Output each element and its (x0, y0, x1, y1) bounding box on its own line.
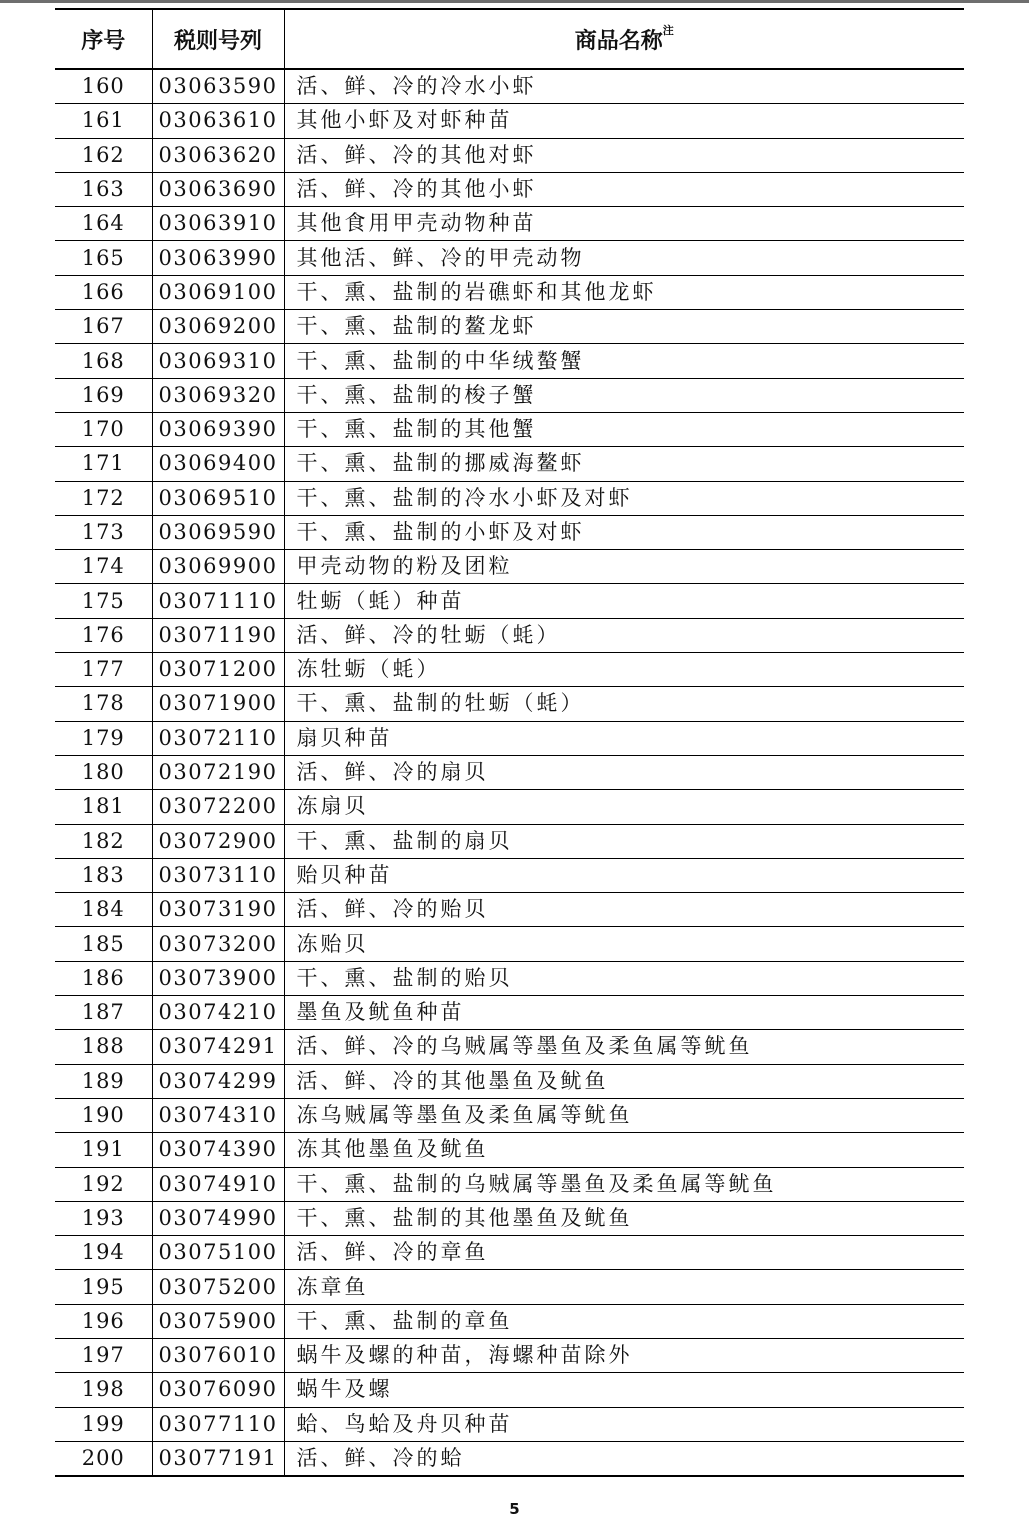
row-code-cell: 03075200 (152, 1270, 284, 1304)
row-code-cell: 03072110 (152, 721, 284, 755)
row-seq-cell: 180 (55, 755, 152, 789)
header-seq-label: 序号 (81, 28, 126, 54)
row-name-cell: 墨鱼及鱿鱼种苗 (284, 996, 964, 1030)
row-seq-cell: 186 (55, 961, 152, 995)
row-code-cell: 03069200 (152, 310, 284, 344)
table-row (55, 172, 964, 206)
tariff-table (55, 8, 964, 1477)
row-seq-cell: 194 (55, 1236, 152, 1270)
row-seq-cell: 199 (55, 1407, 152, 1441)
table-row (55, 824, 964, 858)
row-seq-cell: 165 (55, 241, 152, 275)
table-row (55, 378, 964, 412)
table-row (55, 858, 964, 892)
row-code-cell: 03069310 (152, 344, 284, 378)
table-row (55, 790, 964, 824)
header-code (152, 9, 284, 69)
row-code-cell: 03073190 (152, 893, 284, 927)
row-code-cell: 03073900 (152, 961, 284, 995)
row-name-cell: 活、鲜、冷的乌贼属等墨鱼及柔鱼属等鱿鱼 (284, 1030, 964, 1064)
row-code-cell: 03069400 (152, 447, 284, 481)
row-code-cell: 03069320 (152, 378, 284, 412)
row-seq-cell: 189 (55, 1064, 152, 1098)
row-name-cell: 干、熏、盐制的乌贼属等墨鱼及柔鱼属等鱿鱼 (284, 1167, 964, 1201)
row-code-cell: 03069100 (152, 275, 284, 309)
table-row (55, 618, 964, 652)
row-seq-cell: 175 (55, 584, 152, 618)
row-seq-cell: 187 (55, 996, 152, 1030)
row-seq-cell: 179 (55, 721, 152, 755)
row-name-cell: 干、熏、盐制的冷水小虾及对虾 (284, 481, 964, 515)
row-name-cell: 蜗牛及螺 (284, 1373, 964, 1407)
row-code-cell: 03074910 (152, 1167, 284, 1201)
table-body (55, 69, 964, 1476)
row-seq-cell: 191 (55, 1133, 152, 1167)
row-code-cell: 03063990 (152, 241, 284, 275)
row-seq-cell: 167 (55, 310, 152, 344)
row-code-cell: 03069510 (152, 481, 284, 515)
row-code-cell: 03074210 (152, 996, 284, 1030)
row-seq-cell: 176 (55, 618, 152, 652)
row-name-cell: 冻章鱼 (284, 1270, 964, 1304)
table-row (55, 1407, 964, 1441)
row-code-cell: 03076090 (152, 1373, 284, 1407)
row-name-cell: 干、熏、盐制的贻贝 (284, 961, 964, 995)
row-seq-cell: 193 (55, 1201, 152, 1235)
row-seq-cell: 170 (55, 412, 152, 446)
row-seq-cell: 192 (55, 1167, 152, 1201)
row-name-cell: 其他食用甲壳动物种苗 (284, 207, 964, 241)
row-seq-cell: 162 (55, 138, 152, 172)
header-name (284, 9, 964, 69)
table-header (55, 9, 964, 69)
row-name-cell: 贻贝种苗 (284, 858, 964, 892)
row-code-cell: 03072190 (152, 755, 284, 789)
table-row (55, 893, 964, 927)
table-row (55, 1373, 964, 1407)
row-seq-cell: 171 (55, 447, 152, 481)
table-row (55, 755, 964, 789)
table-row (55, 1441, 964, 1476)
row-name-cell: 活、鲜、冷的章鱼 (284, 1236, 964, 1270)
row-seq-cell: 184 (55, 893, 152, 927)
row-code-cell: 03069390 (152, 412, 284, 446)
row-code-cell: 03072900 (152, 824, 284, 858)
row-seq-cell: 200 (55, 1441, 152, 1476)
row-seq-cell: 161 (55, 104, 152, 138)
row-code-cell: 03076010 (152, 1338, 284, 1372)
row-code-cell: 03072200 (152, 790, 284, 824)
row-name-cell: 活、鲜、冷的冷水小虾 (284, 69, 964, 104)
row-seq-cell: 172 (55, 481, 152, 515)
table-row (55, 1270, 964, 1304)
row-name-cell: 蛤、鸟蛤及舟贝种苗 (284, 1407, 964, 1441)
row-name-cell: 干、熏、盐制的梭子蟹 (284, 378, 964, 412)
table-row (55, 310, 964, 344)
row-code-cell: 03071200 (152, 653, 284, 687)
row-name-cell: 干、熏、盐制的岩礁虾和其他龙虾 (284, 275, 964, 309)
row-seq-cell: 182 (55, 824, 152, 858)
table-row (55, 447, 964, 481)
row-code-cell: 03063910 (152, 207, 284, 241)
table-row (55, 1236, 964, 1270)
row-name-cell: 扇贝种苗 (284, 721, 964, 755)
row-seq-cell: 196 (55, 1304, 152, 1338)
row-code-cell: 03069900 (152, 550, 284, 584)
row-name-cell: 活、鲜、冷的扇贝 (284, 755, 964, 789)
row-name-cell: 其他活、鲜、冷的甲壳动物 (284, 241, 964, 275)
row-seq-cell: 195 (55, 1270, 152, 1304)
table-row (55, 653, 964, 687)
row-name-cell: 活、鲜、冷的牡蛎（蚝） (284, 618, 964, 652)
table-row (55, 550, 964, 584)
row-code-cell: 03075900 (152, 1304, 284, 1338)
row-seq-cell: 178 (55, 687, 152, 721)
table-row (55, 275, 964, 309)
row-code-cell: 03074390 (152, 1133, 284, 1167)
page-number: 5 (509, 1500, 520, 1518)
row-name-cell: 活、鲜、冷的其他小虾 (284, 172, 964, 206)
table-row (55, 207, 964, 241)
row-seq-cell: 168 (55, 344, 152, 378)
row-code-cell: 03077110 (152, 1407, 284, 1441)
table-row (55, 1098, 964, 1132)
row-name-cell: 干、熏、盐制的小虾及对虾 (284, 515, 964, 549)
row-code-cell: 03074291 (152, 1030, 284, 1064)
table-row (55, 412, 964, 446)
row-name-cell: 其他小虾及对虾种苗 (284, 104, 964, 138)
table-row (55, 721, 964, 755)
row-name-cell: 活、鲜、冷的其他对虾 (284, 138, 964, 172)
row-seq-cell: 163 (55, 172, 152, 206)
table-row (55, 344, 964, 378)
row-code-cell: 03073200 (152, 927, 284, 961)
table-row (55, 138, 964, 172)
table-row (55, 1064, 964, 1098)
table-row (55, 1030, 964, 1064)
row-seq-cell: 190 (55, 1098, 152, 1132)
row-code-cell: 03074310 (152, 1098, 284, 1132)
row-name-cell: 活、鲜、冷的其他墨鱼及鱿鱼 (284, 1064, 964, 1098)
row-name-cell: 干、熏、盐制的鳌龙虾 (284, 310, 964, 344)
row-code-cell: 03074299 (152, 1064, 284, 1098)
row-code-cell: 03069590 (152, 515, 284, 549)
row-name-cell: 干、熏、盐制的中华绒螯蟹 (284, 344, 964, 378)
row-seq-cell: 197 (55, 1338, 152, 1372)
table-row (55, 515, 964, 549)
table-row (55, 584, 964, 618)
row-code-cell: 03071900 (152, 687, 284, 721)
table-row (55, 1167, 964, 1201)
row-seq-cell: 164 (55, 207, 152, 241)
row-code-cell: 03063620 (152, 138, 284, 172)
table-row (55, 1133, 964, 1167)
table-row (55, 241, 964, 275)
row-seq-cell: 181 (55, 790, 152, 824)
row-seq-cell: 166 (55, 275, 152, 309)
row-code-cell: 03063590 (152, 69, 284, 104)
row-code-cell: 03071190 (152, 618, 284, 652)
row-code-cell: 03074990 (152, 1201, 284, 1235)
header-name-note: 注 (662, 23, 674, 37)
row-name-cell: 干、熏、盐制的牡蛎（蚝） (284, 687, 964, 721)
row-seq-cell: 177 (55, 653, 152, 687)
header-code-label: 税则号列 (173, 28, 262, 54)
table-row (55, 1304, 964, 1338)
row-name-cell: 干、熏、盐制的扇贝 (284, 824, 964, 858)
row-name-cell: 干、熏、盐制的挪威海鳌虾 (284, 447, 964, 481)
table-row (55, 927, 964, 961)
row-name-cell: 甲壳动物的粉及团粒 (284, 550, 964, 584)
row-name-cell: 干、熏、盐制的其他墨鱼及鱿鱼 (284, 1201, 964, 1235)
row-name-cell: 冻牡蛎（蚝） (284, 653, 964, 687)
table-row (55, 104, 964, 138)
table-row (55, 1201, 964, 1235)
row-name-cell: 干、熏、盐制的章鱼 (284, 1304, 964, 1338)
row-code-cell: 03063610 (152, 104, 284, 138)
row-code-cell: 03077191 (152, 1441, 284, 1476)
header-name-label: 商品名称 (574, 28, 663, 54)
row-seq-cell: 185 (55, 927, 152, 961)
table-row (55, 996, 964, 1030)
row-name-cell: 牡蛎（蚝）种苗 (284, 584, 964, 618)
table-row (55, 1338, 964, 1372)
row-seq-cell: 183 (55, 858, 152, 892)
row-name-cell: 干、熏、盐制的其他蟹 (284, 412, 964, 446)
header-seq (55, 9, 152, 69)
row-code-cell: 03071110 (152, 584, 284, 618)
table-row (55, 481, 964, 515)
row-seq-cell: 160 (55, 69, 152, 104)
row-seq-cell: 174 (55, 550, 152, 584)
row-name-cell: 活、鲜、冷的贻贝 (284, 893, 964, 927)
row-name-cell: 冻贻贝 (284, 927, 964, 961)
table-row (55, 687, 964, 721)
row-seq-cell: 173 (55, 515, 152, 549)
row-code-cell: 03075100 (152, 1236, 284, 1270)
header-row (55, 9, 964, 69)
page-top-rule (0, 0, 1029, 3)
row-name-cell: 活、鲜、冷的蛤 (284, 1441, 964, 1476)
row-name-cell: 蜗牛及螺的种苗，海螺种苗除外 (284, 1338, 964, 1372)
row-name-cell: 冻乌贼属等墨鱼及柔鱼属等鱿鱼 (284, 1098, 964, 1132)
row-code-cell: 03063690 (152, 172, 284, 206)
row-seq-cell: 188 (55, 1030, 152, 1064)
row-seq-cell: 169 (55, 378, 152, 412)
row-code-cell: 03073110 (152, 858, 284, 892)
row-seq-cell: 198 (55, 1373, 152, 1407)
table-row (55, 69, 964, 104)
row-name-cell: 冻其他墨鱼及鱿鱼 (284, 1133, 964, 1167)
table-row (55, 961, 964, 995)
row-name-cell: 冻扇贝 (284, 790, 964, 824)
